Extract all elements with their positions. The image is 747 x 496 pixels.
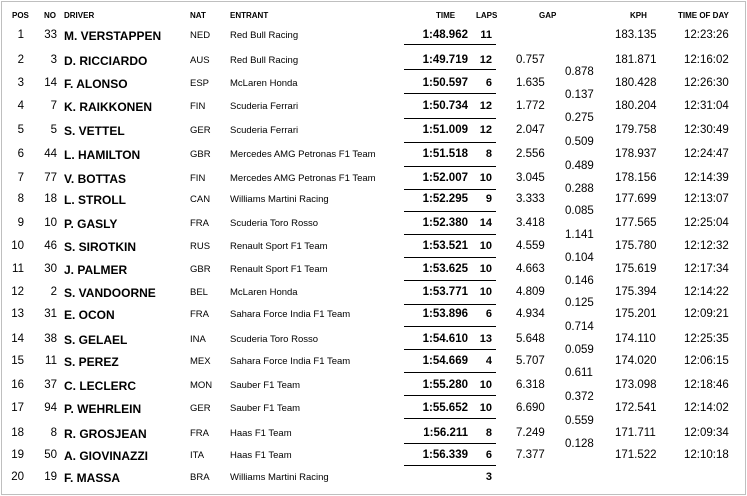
row-driver-name: S. PEREZ [64, 355, 119, 370]
row-entrant: Haas F1 Team [230, 428, 292, 440]
row-lap-time: 1:55.652 [422, 402, 468, 415]
row-car-number: 77 [44, 172, 57, 185]
row-speed-kph: 171.522 [615, 449, 657, 462]
row-time-of-day: 12:06:15 [684, 355, 729, 368]
row-position: 3 [17, 77, 24, 90]
row-car-number: 38 [44, 333, 57, 346]
time-underline [404, 234, 496, 235]
time-underline [404, 280, 496, 281]
row-car-number: 94 [44, 402, 57, 415]
row-position: 6 [17, 148, 24, 161]
row-lap-time: 1:53.896 [422, 308, 468, 321]
row-gap: 1.635 [516, 77, 545, 90]
row-lap-time: 1:53.625 [422, 263, 468, 276]
row-entrant: McLaren Honda [230, 78, 298, 90]
row-entrant: Williams Martini Racing [230, 194, 329, 206]
row-lap-time: 1:53.771 [422, 286, 468, 299]
row-position: 9 [17, 217, 24, 230]
time-underline [404, 465, 496, 466]
row-speed-kph: 178.937 [615, 148, 657, 161]
interval-value: 0.275 [565, 112, 594, 124]
row-speed-kph: 174.020 [615, 355, 657, 368]
time-underline [404, 93, 496, 94]
row-time-of-day: 12:25:04 [684, 217, 729, 230]
row-time-of-day: 12:16:02 [684, 54, 729, 67]
row-lap-time: 1:51.009 [422, 124, 468, 137]
row-entrant: Renault Sport F1 Team [230, 264, 328, 276]
row-position: 15 [11, 355, 24, 368]
row-laps: 6 [485, 308, 492, 321]
row-nationality: MON [190, 380, 213, 392]
row-driver-name: C. LECLERC [64, 379, 136, 394]
row-speed-kph: 179.758 [615, 124, 657, 137]
row-time-of-day: 12:14:22 [684, 286, 729, 299]
header-gap: GAP [539, 11, 557, 20]
row-position: 8 [17, 193, 24, 206]
row-laps: 12 [479, 54, 492, 67]
row-laps: 8 [485, 427, 492, 440]
row-laps: 10 [479, 402, 492, 415]
row-entrant: Renault Sport F1 Team [230, 241, 328, 253]
row-position: 12 [11, 286, 24, 299]
row-lap-time: 1:56.339 [422, 449, 468, 462]
interval-value: 0.125 [565, 297, 594, 309]
row-nationality: ITA [190, 450, 205, 462]
row-car-number: 2 [50, 286, 57, 299]
row-car-number: 46 [44, 240, 57, 253]
row-time-of-day: 12:13:07 [684, 193, 729, 206]
row-nationality: AUS [190, 55, 210, 67]
row-position: 10 [11, 240, 24, 253]
row-gap: 6.318 [516, 379, 545, 392]
row-lap-time: 1:52.295 [422, 193, 468, 206]
interval-value: 0.372 [565, 390, 594, 403]
interval-value: 0.509 [565, 136, 594, 148]
row-speed-kph: 181.871 [615, 54, 657, 67]
row-position: 18 [11, 427, 24, 440]
row-speed-kph: 183.135 [615, 29, 657, 42]
row-car-number: 33 [44, 29, 57, 42]
row-speed-kph: 174.110 [615, 333, 656, 346]
row-driver-name: F. ALONSO [64, 77, 128, 92]
row-driver-name: S. VETTEL [64, 124, 125, 139]
interval-value: 0.288 [565, 182, 594, 195]
row-driver-name: L. HAMILTON [64, 148, 141, 163]
row-nationality: GBR [190, 149, 211, 161]
row-gap: 4.934 [516, 308, 545, 321]
row-speed-kph: 171.711 [615, 427, 656, 440]
row-nationality: ESP [190, 78, 210, 90]
row-driver-name: P. WEHRLEIN [64, 402, 142, 417]
interval-value: 0.559 [565, 414, 594, 427]
row-laps: 11 [480, 29, 492, 42]
row-driver-name: D. RICCIARDO [64, 54, 148, 69]
header-driver: DRIVER [64, 11, 95, 20]
row-driver-name: A. GIOVINAZZI [64, 449, 148, 464]
row-speed-kph: 177.699 [615, 193, 657, 206]
row-nationality: NED [190, 30, 211, 42]
time-underline [404, 372, 496, 373]
row-driver-name: L. STROLL [64, 193, 126, 208]
row-gap: 2.556 [516, 148, 545, 161]
row-laps: 9 [485, 193, 492, 206]
row-car-number: 5 [50, 124, 57, 137]
row-time-of-day: 12:23:26 [684, 29, 729, 42]
row-laps: 3 [485, 471, 492, 484]
row-car-number: 3 [50, 54, 57, 67]
row-entrant: Scuderia Toro Rosso [230, 218, 319, 230]
row-gap: 3.333 [516, 193, 545, 206]
row-speed-kph: 175.780 [615, 240, 657, 253]
row-gap: 4.559 [516, 240, 545, 253]
row-time-of-day: 12:17:34 [684, 263, 729, 276]
row-position: 16 [11, 379, 24, 392]
row-entrant: Scuderia Toro Rosso [230, 334, 319, 346]
row-position: 19 [11, 449, 24, 462]
header-entrant: ENTRANT [230, 11, 269, 20]
row-position: 20 [11, 471, 24, 484]
interval-value: 0.059 [565, 344, 594, 356]
time-underline [404, 443, 496, 444]
row-entrant: Scuderia Ferrari [230, 125, 299, 137]
interval-value: 0.085 [565, 205, 594, 217]
row-speed-kph: 180.428 [615, 77, 657, 90]
row-entrant: Red Bull Racing [230, 55, 299, 67]
row-laps: 10 [479, 172, 492, 185]
row-time-of-day: 12:26:30 [684, 77, 729, 90]
time-underline [404, 189, 496, 190]
time-underline [404, 349, 496, 350]
row-position: 7 [17, 172, 24, 185]
header-laps: LAPS [476, 11, 498, 20]
row-laps: 10 [479, 286, 492, 299]
row-entrant: Mercedes AMG Petronas F1 Team [230, 173, 376, 185]
row-nationality: FRA [190, 428, 209, 440]
row-position: 1 [17, 29, 24, 42]
interval-value: 0.137 [565, 88, 594, 101]
row-car-number: 11 [45, 355, 57, 368]
header-pos: POS [12, 11, 29, 20]
row-laps: 10 [479, 379, 492, 392]
row-lap-time: 1:50.734 [422, 100, 468, 113]
time-underline [404, 257, 496, 258]
row-nationality: BEL [190, 287, 208, 299]
interval-value: 0.128 [565, 438, 594, 450]
time-underline [404, 69, 496, 70]
row-driver-name: E. OCON [64, 308, 115, 323]
row-lap-time: 1:55.280 [422, 379, 468, 392]
time-underline [404, 418, 496, 419]
row-laps: 4 [485, 355, 492, 368]
interval-value: 0.146 [565, 274, 594, 287]
interval-value: 0.714 [565, 320, 594, 333]
row-nationality: FIN [190, 173, 206, 185]
row-driver-name: M. VERSTAPPEN [64, 29, 162, 44]
row-gap: 7.249 [516, 427, 545, 440]
row-nationality: BRA [190, 472, 210, 484]
header-kph: KPH [630, 11, 647, 20]
row-laps: 12 [479, 124, 492, 137]
row-entrant: McLaren Honda [230, 287, 298, 299]
time-underline [404, 326, 496, 327]
time-underline [404, 211, 496, 212]
row-position: 5 [17, 124, 24, 137]
row-nationality: CAN [190, 194, 211, 206]
row-driver-name: R. GROSJEAN [64, 427, 147, 442]
row-time-of-day: 12:31:04 [684, 100, 729, 113]
row-driver-name: S. VANDOORNE [64, 286, 156, 301]
row-speed-kph: 175.201 [615, 308, 657, 321]
time-underline [404, 118, 496, 119]
row-laps: 6 [485, 449, 492, 462]
row-gap: 1.772 [516, 100, 545, 113]
row-entrant: Sahara Force India F1 Team [230, 356, 351, 368]
row-lap-time: 1:51.518 [422, 148, 468, 161]
row-entrant: Haas F1 Team [230, 450, 292, 462]
row-entrant: Mercedes AMG Petronas F1 Team [230, 149, 376, 161]
row-driver-name: S. GELAEL [64, 333, 128, 348]
time-underline [404, 304, 496, 305]
row-car-number: 8 [50, 427, 57, 440]
row-nationality: FRA [190, 309, 209, 321]
interval-value: 1.141 [565, 228, 594, 241]
row-time-of-day: 12:30:49 [684, 124, 729, 137]
row-car-number: 37 [44, 379, 57, 392]
row-car-number: 10 [44, 217, 57, 230]
row-car-number: 31 [44, 308, 57, 321]
row-speed-kph: 178.156 [615, 172, 657, 185]
row-lap-time: 1:54.610 [422, 333, 468, 346]
time-underline [404, 44, 496, 45]
row-lap-time: 1:53.521 [422, 240, 468, 253]
row-driver-name: K. RAIKKONEN [64, 100, 153, 115]
row-laps: 10 [479, 240, 492, 253]
row-gap: 5.707 [516, 355, 545, 368]
time-underline [404, 166, 496, 167]
interval-value: 0.489 [565, 160, 594, 172]
row-position: 17 [11, 402, 24, 415]
row-time-of-day: 12:12:32 [684, 240, 729, 253]
row-time-of-day: 12:10:18 [684, 449, 729, 462]
row-entrant: Sahara Force India F1 Team [230, 309, 351, 321]
row-gap: 3.045 [516, 172, 545, 185]
row-nationality: GBR [190, 264, 211, 276]
row-nationality: FIN [190, 101, 206, 113]
row-entrant: Sauber F1 Team [230, 403, 301, 415]
row-time-of-day: 12:14:02 [684, 402, 729, 415]
row-driver-name: J. PALMER [64, 263, 128, 278]
header-no: NO [44, 11, 56, 20]
row-driver-name: F. MASSA [64, 471, 121, 486]
row-lap-time: 1:52.380 [422, 217, 468, 230]
row-time-of-day: 12:18:46 [684, 379, 729, 392]
row-gap: 5.648 [516, 333, 545, 346]
row-gap: 3.418 [516, 217, 545, 230]
row-gap: 4.663 [516, 263, 545, 276]
interval-value: 0.878 [565, 65, 594, 78]
interval-value: 0.104 [565, 251, 594, 264]
row-laps: 13 [479, 333, 492, 346]
row-car-number: 30 [44, 263, 57, 276]
row-car-number: 50 [44, 449, 57, 462]
row-lap-time: 1:50.597 [422, 77, 468, 90]
row-car-number: 44 [44, 148, 57, 161]
row-gap: 0.757 [516, 54, 545, 67]
row-laps: 8 [485, 148, 492, 161]
row-gap: 7.377 [516, 449, 545, 462]
row-entrant: Scuderia Ferrari [230, 101, 299, 113]
row-laps: 12 [479, 100, 492, 113]
row-gap: 2.047 [516, 124, 545, 137]
row-driver-name: P. GASLY [64, 217, 118, 232]
row-time-of-day: 12:09:34 [684, 427, 729, 440]
row-gap: 6.690 [516, 402, 545, 415]
row-time-of-day: 12:14:39 [684, 172, 729, 185]
row-position: 2 [17, 54, 24, 67]
header-time-of-day: TIME OF DAY [678, 11, 729, 20]
row-car-number: 14 [44, 77, 57, 90]
row-gap: 4.809 [516, 286, 545, 299]
row-nationality: MEX [190, 356, 211, 368]
header-time: TIME [436, 11, 456, 20]
row-speed-kph: 172.541 [615, 402, 657, 415]
row-laps: 14 [479, 217, 492, 230]
row-car-number: 7 [50, 100, 57, 113]
row-lap-time: 1:48.962 [422, 29, 468, 42]
row-car-number: 18 [44, 193, 57, 206]
row-speed-kph: 175.394 [615, 286, 657, 299]
time-underline [404, 142, 496, 143]
row-lap-time: 1:54.669 [422, 355, 468, 368]
row-time-of-day: 12:09:21 [684, 308, 729, 321]
row-lap-time: 1:56.211 [423, 427, 468, 440]
row-speed-kph: 180.204 [615, 100, 657, 113]
row-nationality: RUS [190, 241, 211, 253]
row-car-number: 19 [44, 471, 57, 484]
row-nationality: FRA [190, 218, 209, 230]
row-speed-kph: 177.565 [615, 217, 657, 230]
row-entrant: Williams Martini Racing [230, 472, 329, 484]
row-nationality: INA [190, 334, 206, 346]
row-position: 13 [11, 308, 24, 321]
row-entrant: Red Bull Racing [230, 30, 299, 42]
row-time-of-day: 12:25:35 [684, 333, 729, 346]
row-position: 11 [12, 263, 24, 276]
row-speed-kph: 173.098 [615, 379, 657, 392]
row-nationality: GER [190, 125, 211, 137]
row-driver-name: S. SIROTKIN [64, 240, 137, 255]
row-nationality: GER [190, 403, 211, 415]
row-driver-name: V. BOTTAS [64, 172, 127, 187]
interval-value: 0.611 [565, 367, 593, 379]
row-lap-time: 1:49.719 [422, 54, 468, 67]
time-underline [404, 395, 496, 396]
header-nat: NAT [190, 11, 206, 20]
row-time-of-day: 12:24:47 [684, 148, 729, 161]
row-entrant: Sauber F1 Team [230, 380, 301, 392]
row-lap-time: 1:52.007 [422, 172, 468, 185]
row-position: 14 [11, 333, 24, 346]
row-laps: 6 [485, 77, 492, 90]
row-laps: 10 [479, 263, 492, 276]
row-position: 4 [17, 100, 24, 113]
row-speed-kph: 175.619 [615, 263, 657, 276]
